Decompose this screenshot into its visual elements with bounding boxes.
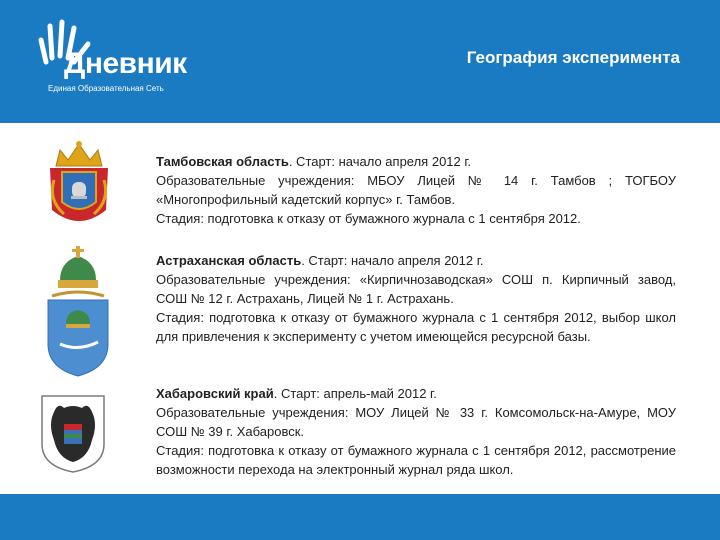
astrakhan-coat-of-arms-icon (38, 240, 118, 385)
region-institutions: Образовательные учреждения: МОУ Лицей № 33 г. Комсомольск-на-Амуре, МОУ СОШ № 39 г. Хабаровск. (156, 405, 676, 439)
khabarovsk-coat-of-arms-icon (40, 394, 106, 479)
region-khabarovsk (156, 384, 676, 479)
slide-title: География эксперимента (466, 48, 680, 67)
region-tambov (156, 152, 676, 228)
region-astrakhan (156, 251, 676, 346)
footer-bar (0, 494, 720, 540)
region-institutions: Образовательные учреждения: «Кирпичнозаводская» СОШ п. Кирпичный завод, СОШ № 12 г. Астрахань, Лицей № 1 г. Астрахань. (156, 272, 676, 306)
region-name: Тамбовская область (156, 154, 289, 169)
region-start: . Старт: апрель-май 2012 г. (273, 386, 437, 401)
region-institutions: Образовательные учреждения: МБОУ Лицей № 14 г. Тамбов ; ТОГБОУ «Многопрофильный кадетский корпус» г. Тамбов. (156, 173, 676, 207)
region-stage: Стадия: подготовка к отказу от бумажного журнала с 1 сентября 2012, рассмотрение возможности перехода на электронный журнал ряда школ. (156, 443, 676, 477)
region-start: . Старт: начало апреля 2012 г. (301, 253, 484, 268)
header-bar (0, 0, 720, 123)
logo-wordmark: Дневник (64, 47, 187, 80)
region-heading (156, 152, 676, 171)
dnevnik-logo[interactable] (36, 18, 206, 98)
region-name: Хабаровский край (156, 386, 274, 401)
region-heading (156, 251, 676, 270)
region-heading (156, 384, 676, 403)
logo-subtitle: Единая Образовательная Сеть (48, 84, 164, 93)
tambov-coat-of-arms-icon (44, 140, 114, 235)
region-start: . Старт: начало апреля 2012 г. (288, 154, 472, 169)
region-stage: Стадия: подготовка к отказу от бумажного журнала с 1 сентября 2012, выбор школ для привлечения к эксперименту с учетом имеющейся ресурсной базы. (156, 310, 676, 344)
region-stage: Стадия: подготовка к отказу от бумажного журнала с 1 сентября 2012. (156, 211, 581, 226)
region-name: Астраханская область (156, 253, 302, 268)
